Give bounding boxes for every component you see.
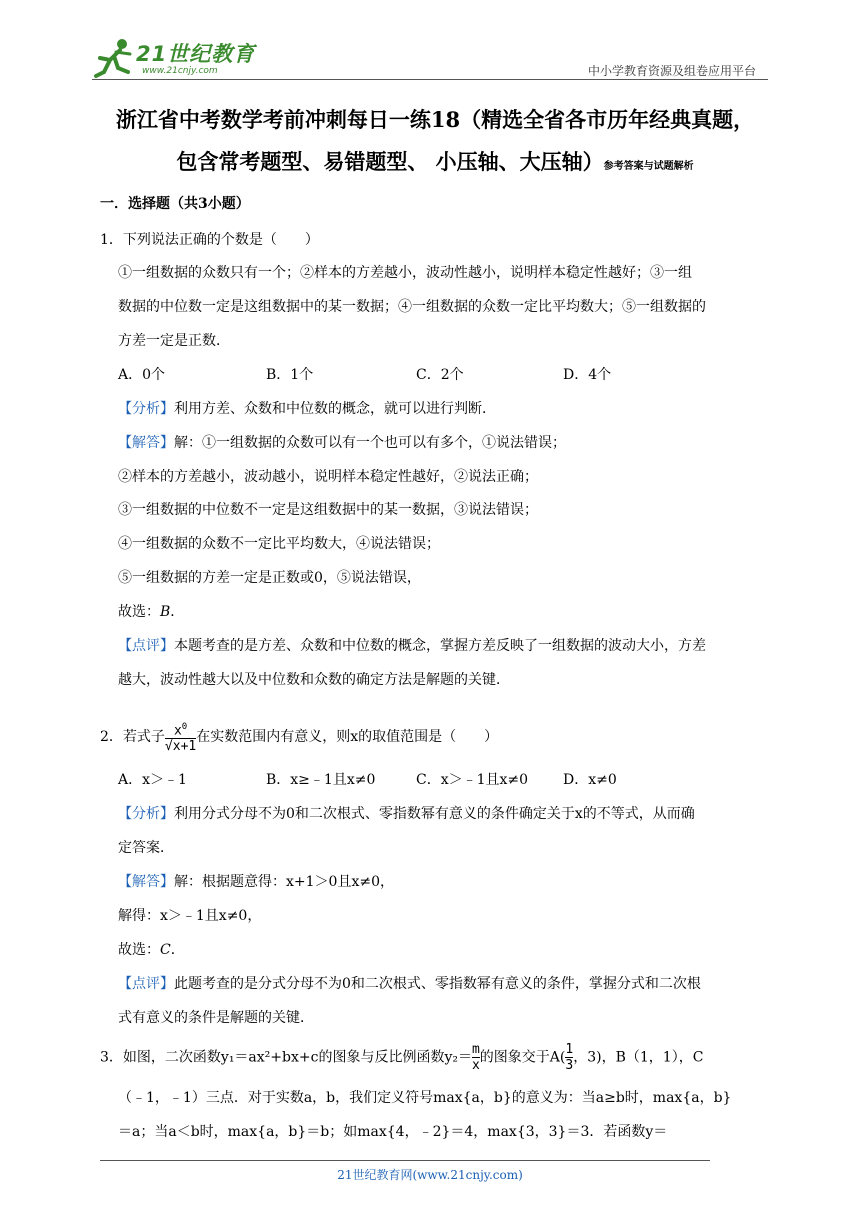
choice-letter: B xyxy=(160,604,171,620)
q3-line2: （﹣1，﹣1）三点．对于实数a，b，我们定义符号max{a，b}的意义为：当a≥b时，max{a，b} xyxy=(118,1090,732,1106)
q3-point-a: A xyxy=(549,1049,560,1066)
q2-analysis-line: 定答案． xyxy=(118,840,174,856)
choice-prefix: 故选： xyxy=(118,942,160,958)
q3-frac-3: 3 xyxy=(565,1058,574,1073)
comment-tag: 【点评】 xyxy=(118,638,174,654)
q1-option-d: D．4个 xyxy=(563,367,612,383)
q1-answer-line: ③一组数据的中位数不一定是这组数据中的某一数据，③说法错误； xyxy=(118,502,538,518)
q2-frac-den: x+1 xyxy=(172,739,197,755)
q3-line1: 3．如图，二次函数y₁＝ax²+bx+c的图象与反比例函数y₂＝ $\frac{m}{x}$ 的图象交于A( $\frac{1}{3}$ ，3)，B（1，1），C xyxy=(100,1042,704,1073)
q2-frac-num: x xyxy=(173,723,182,739)
answer-text: 解：①一组数据的众数可以有一个也可以有多个，①说法错误； xyxy=(174,435,566,451)
q3-line3: ＝a；当a＜b时，max{a，b}＝b；如max{4，﹣2}＝4，max{3，3}＝3．若函数y＝ xyxy=(118,1124,668,1140)
q3-point-a-rest: ，3) xyxy=(573,1049,602,1066)
analysis-text: 利用分式分母不为0和二次根式、零指数幂有意义的条件确定关于x的不等式，从而确 xyxy=(174,806,695,822)
answer-tag: 【解答】 xyxy=(118,435,174,451)
q3-frac-1: 1 xyxy=(565,1042,574,1057)
q1-choice: 故选：B． xyxy=(118,604,185,620)
q1-answer xyxy=(118,433,566,453)
q2-prefix: 2．若式子 xyxy=(100,729,165,746)
platform-name: 中小学教育资源及组卷应用平台 xyxy=(587,64,756,78)
q3-frac-m: m xyxy=(471,1042,480,1057)
q1-analysis xyxy=(118,399,496,419)
page-title-line2 xyxy=(100,142,770,187)
answer-tag: 【解答】 xyxy=(118,874,174,890)
q3-frac-x: x xyxy=(471,1058,480,1073)
q2-analysis xyxy=(118,804,695,824)
q2-comment-line: 式有意义的条件是解题的关键． xyxy=(118,1010,314,1026)
q1-answer-line: ②样本的方差越小，波动越小，说明样本稳定性越好，②说法正确； xyxy=(118,469,538,485)
q2-stem xyxy=(100,720,498,754)
q2-option-a: A．x＞﹣1 xyxy=(118,772,187,788)
footer-divider xyxy=(100,1160,710,1161)
answer-text: 解：根据题意得：x+1＞0且x≠0， xyxy=(174,874,394,890)
q1-answer-line: ⑤一组数据的方差一定是正数或0，⑤说法错误， xyxy=(118,570,421,586)
section-heading: 一．选择题（共3小题） xyxy=(100,196,250,212)
q1-comment xyxy=(118,636,706,656)
q1-body-line: ①一组数据的众数只有一个；②样本的方差越小，波动性越小，说明样本稳定性越好；③一组 xyxy=(118,265,692,281)
comment-text: 此题考查的是分式分母不为0和二次根式、零指数幂有意义的条件，掌握分式和二次根 xyxy=(174,976,701,992)
q1-option-a: A．0个 xyxy=(118,367,166,383)
comment-text: 本题考查的是方差、众数和中位数的概念，掌握方差反映了一组数据的波动大小，方差 xyxy=(174,638,706,654)
q2-answer xyxy=(118,872,394,892)
q2-comment xyxy=(118,974,701,994)
runner-logo-icon xyxy=(92,36,138,80)
q1-stem: 1．下列说法正确的个数是（ ） xyxy=(100,232,319,248)
analysis-text: 利用方差、众数和中位数的概念，就可以进行判断． xyxy=(174,401,496,417)
page-header xyxy=(92,28,768,80)
analysis-tag: 【分析】 xyxy=(118,806,174,822)
q2-option-b: B．x≥﹣1且x≠0 xyxy=(266,772,376,788)
q2-suffix: 在实数范围内有意义，则x的取值范围是（ ） xyxy=(196,729,499,746)
q1-comment-line: 越大，波动性越大以及中位数和众数的确定方法是解题的关键． xyxy=(118,672,510,688)
logo-sub-text: www.21cnjy.com xyxy=(142,66,218,76)
logo-main-text: 21世纪教育 xyxy=(136,42,256,66)
q1-answer-line: ④一组数据的众数不一定比平均数大，④说法错误； xyxy=(118,536,440,552)
q1-option-b: B．1个 xyxy=(266,367,314,383)
q3-line1-part-b: 的图象交于 xyxy=(479,1049,550,1066)
comment-tag: 【点评】 xyxy=(118,976,174,992)
q2-answer-line: 解得：x＞﹣1且x≠0， xyxy=(118,908,262,924)
q2-option-d: D．x≠0 xyxy=(563,772,617,788)
q2-option-c: C．x＞﹣1且x≠0 xyxy=(416,772,529,788)
q3-line1-part-c: ，B（1，1），C xyxy=(601,1049,704,1066)
choice-prefix: 故选： xyxy=(118,604,160,620)
title-line2-small: 参考答案与试题解析 xyxy=(603,161,694,172)
page-title-line1: 浙江省中考数学考前冲刺每日一练18（精选全省各市历年经典真题， xyxy=(115,107,755,132)
q3-line1-part-a: 3．如图，二次函数y₁＝ax²+bx+c的图象与反比例函数y₂＝ xyxy=(100,1049,472,1066)
title-line2-main: 包含常考题型、易错题型、 小压轴、大压轴） xyxy=(176,149,604,174)
q2-fraction: $\frac{x^0}{√x+1}$ xyxy=(164,722,197,755)
q1-option-c: C．2个 xyxy=(416,367,464,383)
header-divider xyxy=(92,79,768,80)
site-logo xyxy=(92,36,272,82)
analysis-tag: 【分析】 xyxy=(118,401,174,417)
q1-body-line: 方差一定是正数． xyxy=(118,333,230,349)
page-footer: 21世纪教育网(www.21cnjy.com) xyxy=(337,1168,523,1182)
q2-choice: 故选：C． xyxy=(118,942,185,958)
q2-frac-exp: 0 xyxy=(181,722,188,732)
q1-body-line: 数据的中位数一定是这组数据中的某一数据；④一组数据的众数一定比平均数大；⑤一组数据的 xyxy=(118,299,706,315)
choice-letter: C xyxy=(160,942,171,958)
q3-fraction-m-x xyxy=(472,1042,480,1073)
